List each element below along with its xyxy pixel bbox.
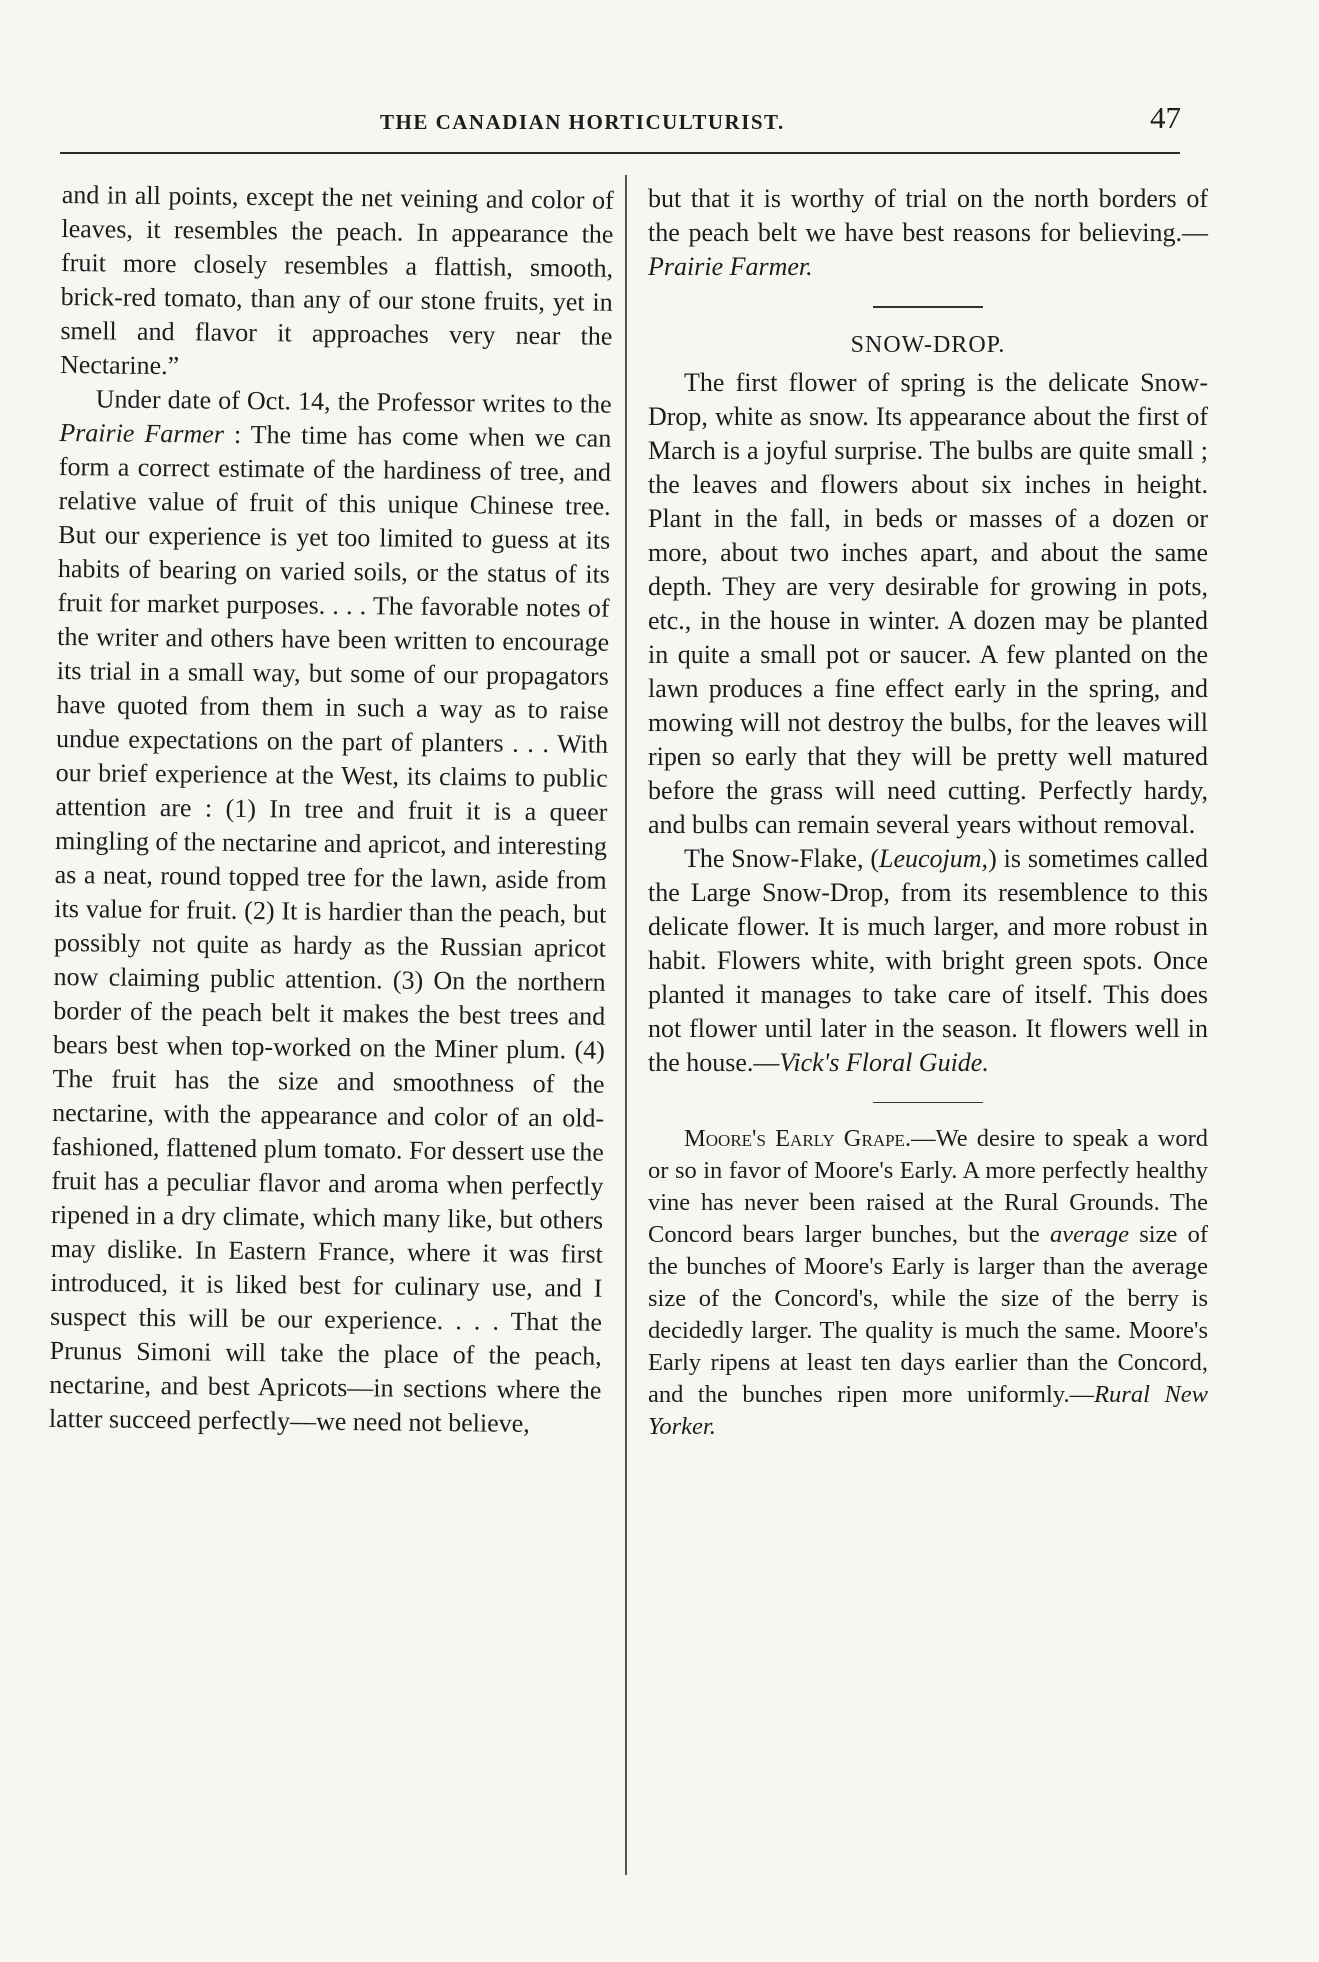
snowdrop-paragraph-1: The first flower of spring is the delicate Snow-Drop, white as snow. Its appearance about the first of March is a joyful surprise. The bulbs are quite small ; the leaves and flowers about six inches in height. Plant in the fall, in beds or masses of a dozen or more, about two inches apart, and about the same depth. They are very desirable for growing in pots, etc., in the house in winter. A dozen may be planted in quite a small pot or saucer. A few planted on the lawn produces a fine effect early in the spring, and mowing will not destroy the bulbs, for the leaves will ripen so early that they will be pretty well matured before the grass will need cutting. Perfectly hardy, and bulbs can remain several years without removal. <box>648 367 1208 839</box>
moore-text-lead: —We desire to speak a word or so in favor of Moore's Early. A more perfectly healthy vine has never been raised at the Rural Grounds. The Concord bears larger bunches, but the <box>648 1125 1208 1248</box>
right-continuation <box>648 182 1208 284</box>
left-paragraph-2 <box>49 382 612 1442</box>
moore-paragraph <box>648 1123 1208 1443</box>
snowdrop-heading: SNOW-DROP. <box>850 331 1006 358</box>
snowflake-body: ) is sometimes called the Large Snow-Drop, from its resemblence to this delicate flower. It is much larger, and more robust in habit. Flowers white, with bright green spots. Once planted it manages to take care of itself. This does not flower until later in the season. It flowers well in the house.— <box>648 843 1208 1077</box>
running-title: THE CANADIAN HORTICULTURIST. <box>380 110 785 134</box>
column-divider <box>625 175 627 1875</box>
section-rule-1 <box>873 306 983 308</box>
header-rule <box>60 152 1180 154</box>
source-vicks-floral-guide: Vick's Floral Guide. <box>779 1047 989 1077</box>
left-source-prairie-farmer: Prairie Farmer <box>59 417 225 449</box>
moore-text-body: size of the bunches of Moore's Early is larger than the average size of the Concord's, while the size of the berry is decidedly larger. The quality is much the same. Moore's Early ripens at least ten days earlier than the Concord, and the bunches ripen more uniformly.— <box>648 1221 1208 1408</box>
left-column <box>49 178 614 1442</box>
page-number: 47 <box>1150 100 1181 135</box>
right-column <box>648 182 1208 1443</box>
source-rural-new-yorker: Rural New Yorker. <box>648 1381 1208 1440</box>
moore-emphasis: average <box>1050 1221 1129 1248</box>
right-continuation-text: but that it is worthy of trial on the north borders of the peach belt we have best reasons for believing.— <box>648 184 1208 247</box>
left-paragraph-2-body: : The time has come when we can form a correct estimate of the hardiness of tree, and relative value of fruit of this unique Chinese tree. But our experience is yet too limited to guess at its habits of bearing on varied soils, or the status of its fruit for market purposes. . . . The favorable notes of the writer and others have been written to encourage its trial in a small way, but some of our propagators have quoted from them in such a way as to raise undue expectations on the part of planters . . . With our brief experience at the West, its claims to public attention are : (1) In tree and fruit it is a queer mingling of the nectarine and apricot, and interesting as a neat, round topped tree for the lawn, aside from its value for fruit. (2) It is hardier than the peach, but possibly not quite as hardy as the Russian apricot now claiming public attention. (3) On the northern border of the peach belt it makes the best trees and bears best when top-worked on the Miner plum. (4) The fruit has the size and smoothness of the nectarine, with the appearance and color of an old-fashioned, flattened plum tomato. For dessert use the fruit has a peculiar flavor and aroma when perfectly ripened in a dry climate, which many like, but others may dislike. In Eastern France, where it was first introduced, it is liked best for culinary use, and I suspect this will be our experience. . . . That the Prunus Simoni will take the place of the peach, nectarine, and best Apricots—in sections where the latter succeed perfectly—we need not believe, <box>48 419 612 1438</box>
left-paragraph-1: and in all points, except the net veining and color of leaves, it resembles the peach. In appearance the fruit more closely resembles a flattish, smooth, brick-red tomato, than any of our stone fruits, yet in smell and flavor it approaches very near the Nectarine.” <box>59 179 614 381</box>
left-paragraph-2-lead: Under date of Oct. 14, the Professor writes to the <box>95 384 612 419</box>
snowflake-latin-name: Leucojum, <box>879 843 989 873</box>
section-rule-2 <box>873 1102 983 1104</box>
right-source-prairie-farmer: Prairie Farmer. <box>648 252 813 281</box>
moore-title: Moore's Early Grape. <box>684 1125 912 1152</box>
snowflake-lead: The Snow-Flake, ( <box>684 843 880 873</box>
snowdrop-paragraph-2 <box>648 842 1208 1080</box>
